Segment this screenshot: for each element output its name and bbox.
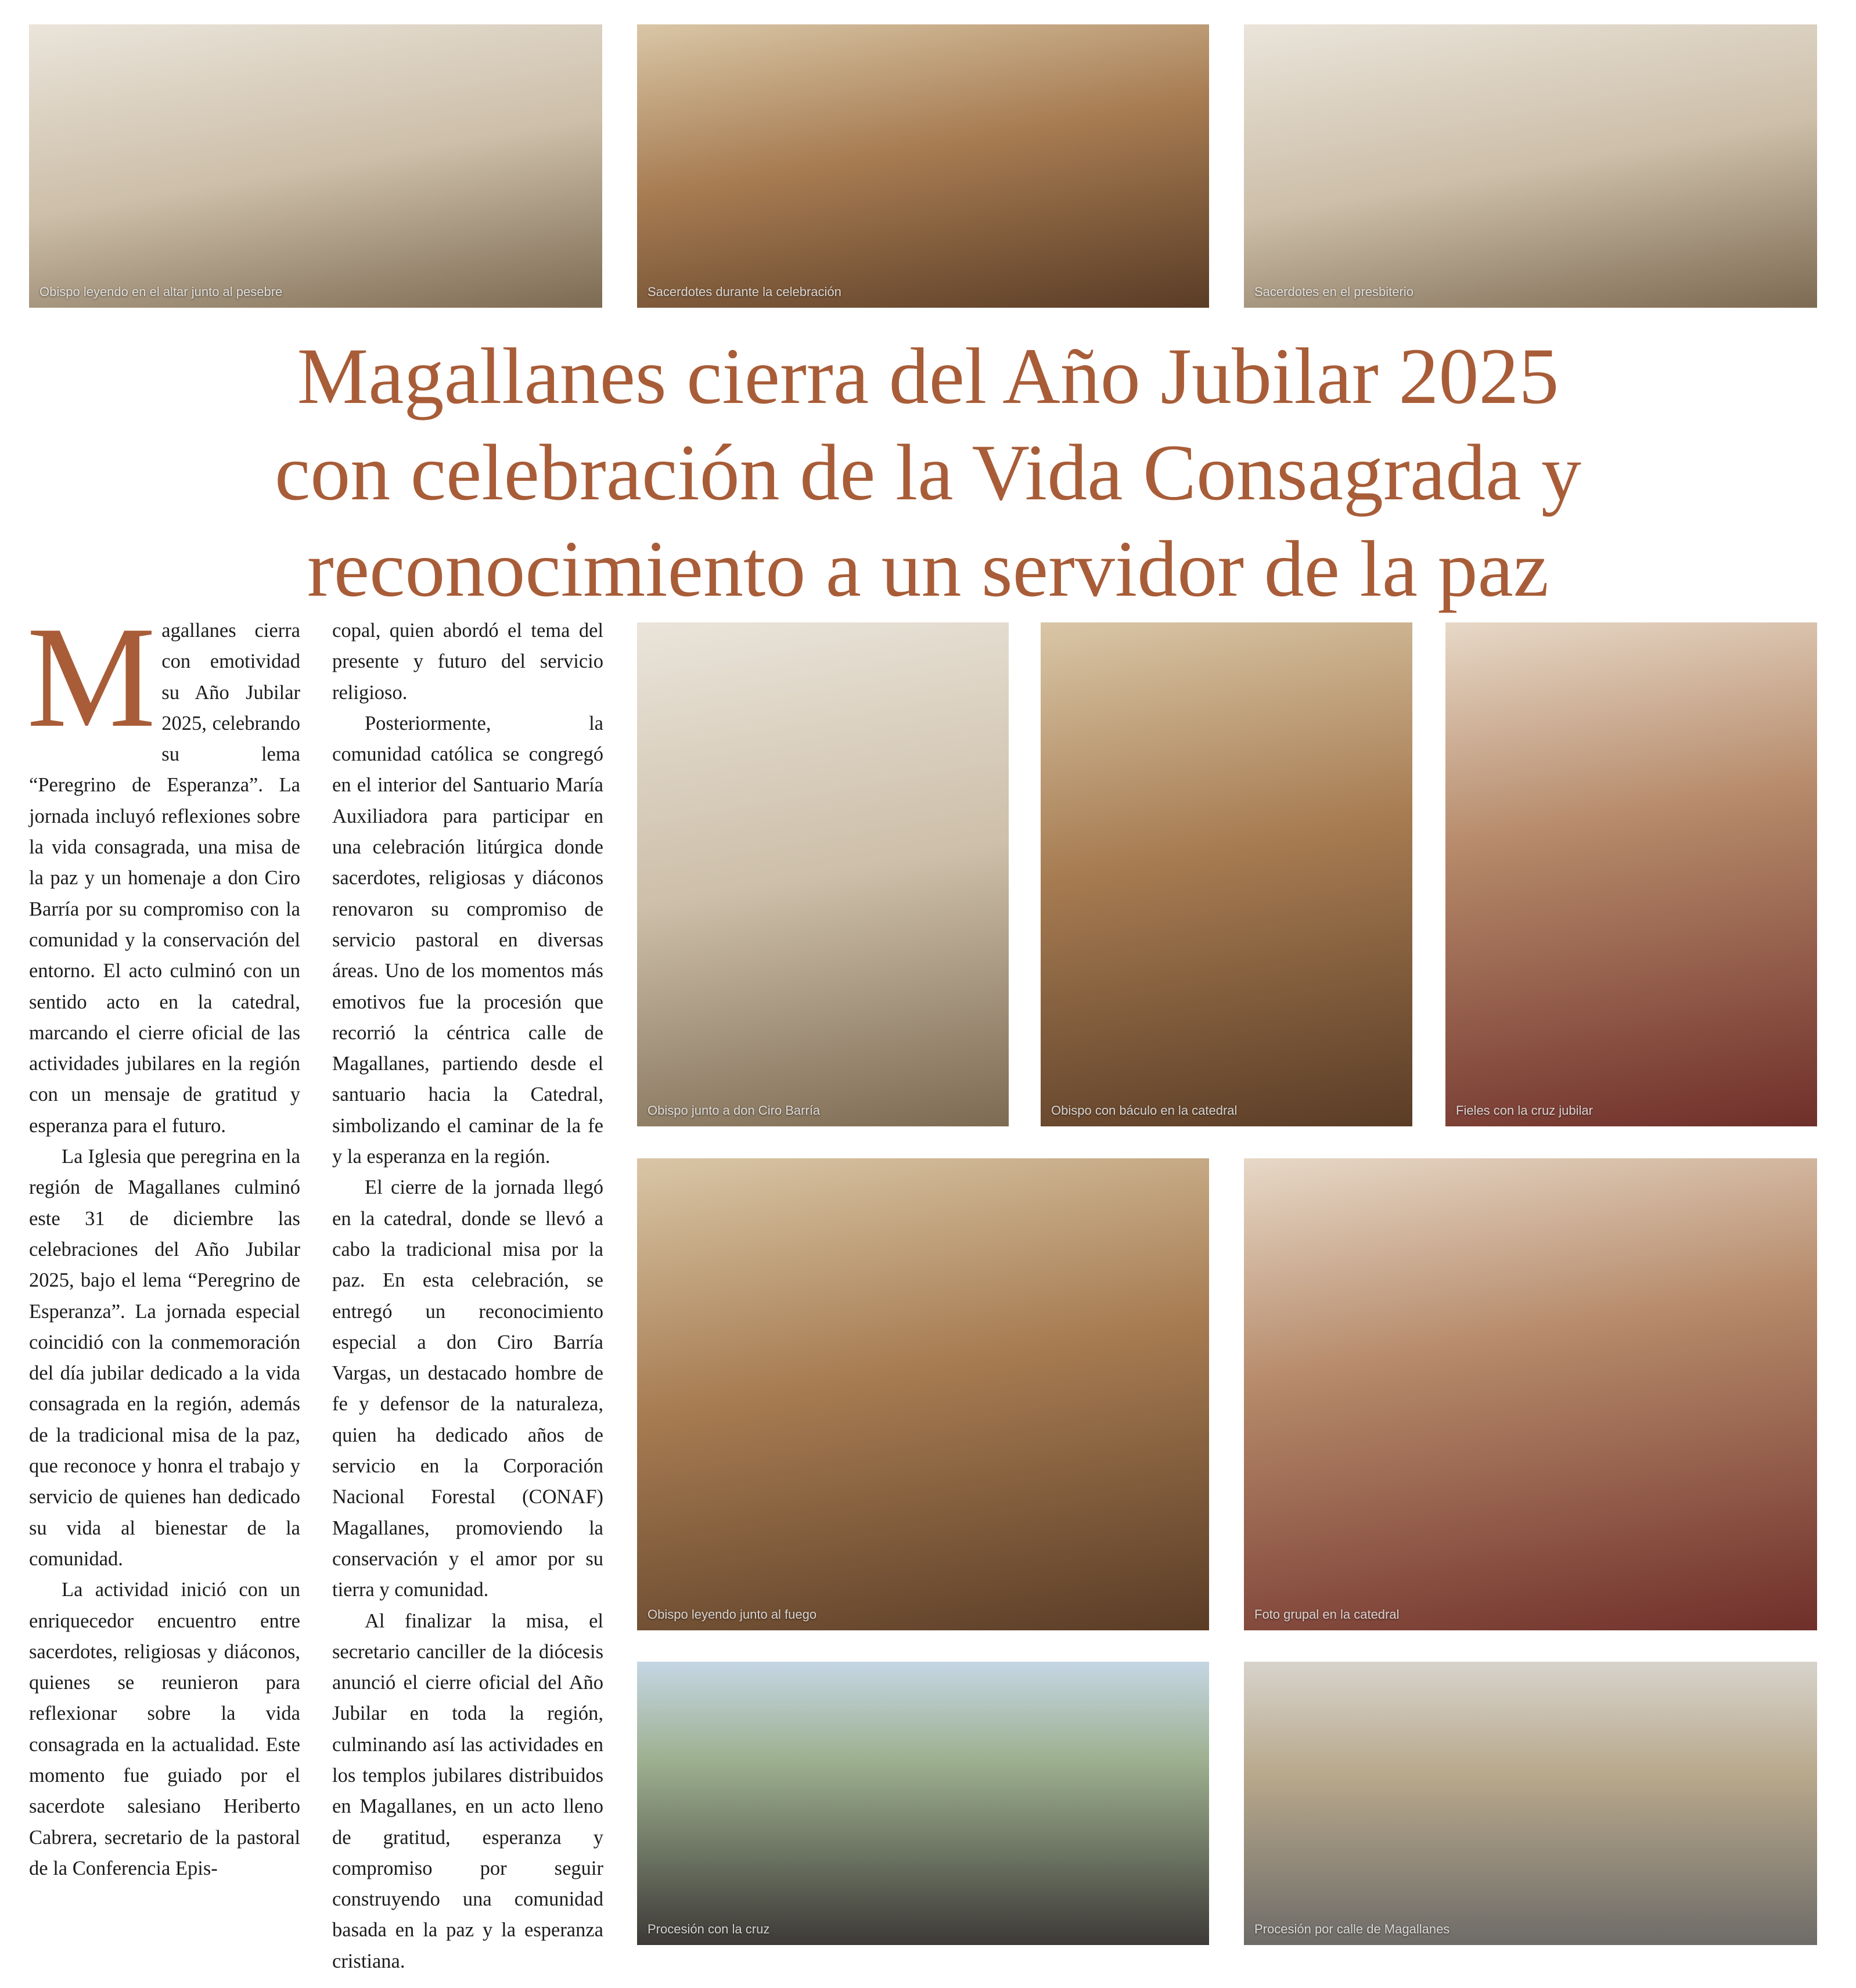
photo-lower-left bbox=[637, 1158, 1209, 1630]
photo-mid-left bbox=[637, 622, 1009, 1126]
headline bbox=[23, 328, 1833, 617]
article-paragraph: copal, quien abordó el tema del presente y futuro del servicio religioso. bbox=[332, 620, 603, 704]
photo-mid-center bbox=[1041, 622, 1412, 1126]
photo-caption: Procesión por calle de Magallanes bbox=[1254, 1922, 1450, 1936]
article-paragraph: El cierre de la jornada llegó en la catedral, donde se llevó a cabo la tradicional misa por la paz. En esta celebración, se entregó un reconocimiento especial a don Ciro Barría Vargas, un destacado hombre de fe y defensor de la naturaleza, quien ha dedicado años de servicio en la Corporación Nacional Forestal (CONAF) Magallanes, promoviendo la conservación y el amor por su tierra y comunidad. bbox=[332, 1176, 603, 1601]
photo-caption: Sacerdotes durante la celebración bbox=[648, 284, 841, 299]
article-column-2 bbox=[332, 615, 603, 1977]
photo-caption: Obispo junto a don Ciro Barría bbox=[648, 1103, 821, 1118]
photo-caption: Obispo leyendo en el altar junto al pesebre bbox=[39, 284, 283, 299]
photo-lower-right bbox=[1244, 1158, 1817, 1630]
headline-line-2: con celebración de la Vida Consagrada y bbox=[275, 428, 1581, 517]
photo-caption: Obispo leyendo junto al fuego bbox=[648, 1607, 817, 1622]
photo-bottom-left bbox=[637, 1662, 1209, 1945]
photo-top-left bbox=[29, 24, 602, 308]
article-paragraph: La actividad inició con un enriquecedor encuentro entre sacerdotes, religiosas y diáconos, quienes se reunieron para reflexionar sobre la vida consagrada en la actualidad. Este momento fue guiado por el sacerdote salesiano Heriberto Cabrera, secretario de la pastoral de la Conferencia Epis- bbox=[29, 1579, 300, 1879]
photo-caption: Procesión con la cruz bbox=[648, 1922, 770, 1936]
photo-caption: Obispo con báculo en la catedral bbox=[1051, 1103, 1238, 1118]
photo-caption: Fieles con la cruz jubilar bbox=[1456, 1103, 1593, 1118]
photo-caption: Foto grupal en la catedral bbox=[1254, 1607, 1400, 1622]
photo-top-center bbox=[637, 24, 1209, 308]
photo-bottom-right bbox=[1244, 1662, 1817, 1945]
article-paragraph: Al finalizar la misa, el secretario canciller de la diócesis anunció el cierre oficial del Año Jubilar en toda la región, culminando así las actividades en los templos jubilares distribuidos en Magallanes, en un acto lleno de gratitud, esperanza y compromiso por seguir construyendo una comunidad basada en la paz y la esperanza cristiana. bbox=[332, 1609, 603, 1972]
photo-mid-right bbox=[1445, 622, 1817, 1126]
headline-line-3: reconocimiento a un servidor de la paz bbox=[307, 524, 1549, 613]
article-paragraph bbox=[27, 597, 300, 1141]
photo-top-right bbox=[1244, 24, 1817, 308]
photo-caption: Sacerdotes en el presbiterio bbox=[1254, 284, 1413, 299]
drop-cap: M bbox=[27, 597, 156, 758]
headline-line-1: Magallanes cierra del Año Jubilar 2025 bbox=[297, 332, 1559, 420]
paragraph-text: agallanes cierra con emotividad su Año Jubilar 2025, celebrando su lema “Peregrino de Esperanza”. La jornada incluyó reflexiones sobre la vida consagrada, una misa de la paz y un homenaje a don Ciro Barría por su compromiso con la comunidad y la conservación del entorno. El acto culminó con un sentido acto en la catedral, marcando el cierre oficial de las actividades jubilares en la región con un mensaje de gratitud y esperanza para el futuro. bbox=[29, 620, 300, 1137]
article-column-1 bbox=[27, 597, 300, 1884]
article-paragraph: La Iglesia que peregrina en la región de Magallanes culminó este 31 de diciembre las celebraciones del Año Jubilar 2025, bajo el lema “Peregrino de Esperanza”. La jornada especial coincidió con la conmemoración del día jubilar dedicado a la vida consagrada en la región, además de la tradicional misa de la paz, que reconoce y honra el trabajo y servicio de quienes han dedicado su vida al bienestar de la comunidad. bbox=[29, 1146, 300, 1570]
article-paragraph: Posteriormente, la comunidad católica se congregó en el interior del Santuario María Auxiliadora para participar en una celebración litúrgica donde sacerdotes, religiosas y diáconos renovaron su compromiso de servicio pastoral en diversas áreas. Uno de los momentos más emotivos fue la procesión que recorrió la céntrica calle de Magallanes, partiendo desde el santuario hacia la Catedral, simbolizando el caminar de la fe y la esperanza en la región. bbox=[332, 712, 603, 1168]
